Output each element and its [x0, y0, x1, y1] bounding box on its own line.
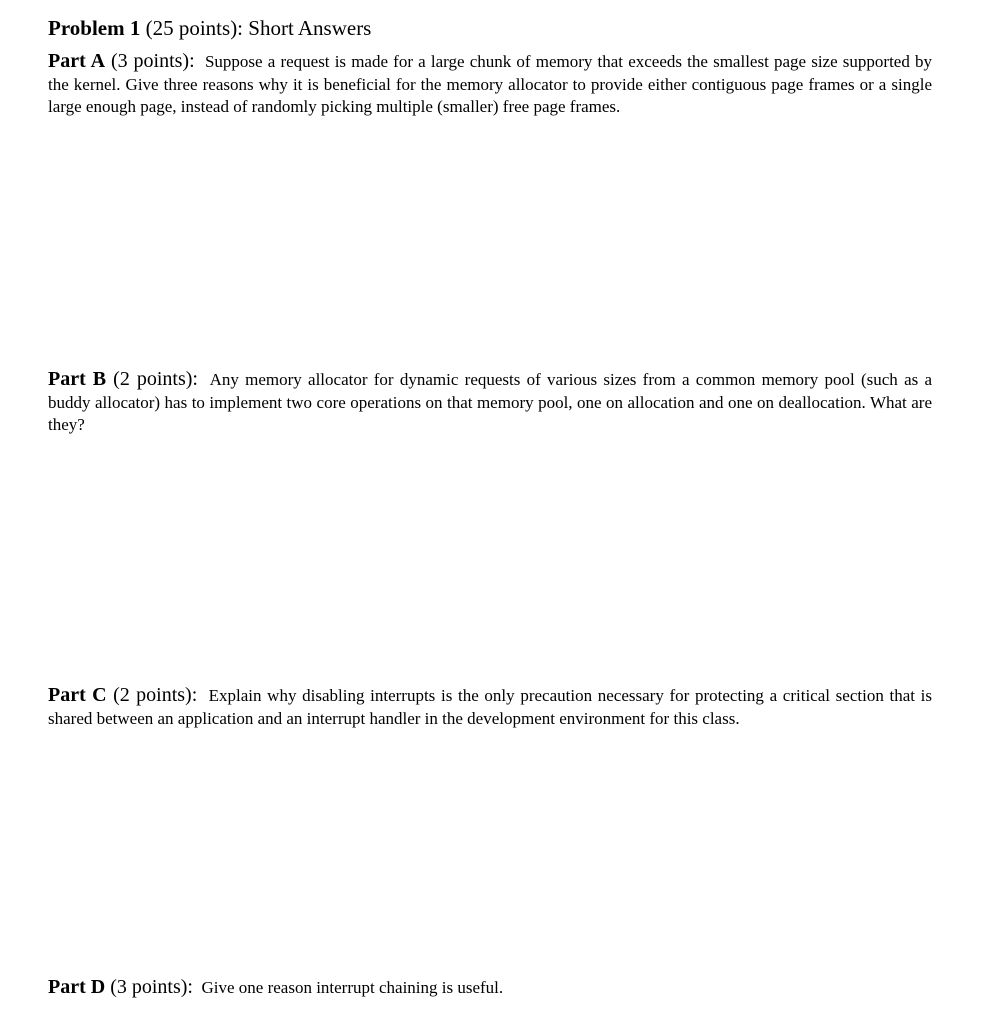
part-c-question: Explain why disabling interrupts is the only precaution necessary for protecting a critical section that is shared between an application and an interrupt handler in the development environment for this class.: [48, 686, 933, 728]
problem-title: [48, 14, 932, 42]
problem-points: (25 points): Short Answers: [145, 16, 372, 40]
part-c-points: (2 points):: [113, 684, 198, 706]
problem-label: Problem 1: [48, 16, 141, 40]
part-b: [48, 368, 932, 437]
part-d: [48, 976, 932, 1000]
part-d-label: Part D: [48, 976, 106, 998]
part-b-label: Part B: [48, 368, 107, 390]
part-a-label: Part A: [48, 50, 106, 72]
part-b-points: (2 points):: [113, 368, 198, 390]
part-d-question: Give one reason interrupt chaining is useful.: [201, 978, 504, 997]
part-a-question: Suppose a request is made for a large chunk of memory that exceeds the smallest page size supported by the kernel. Give three reasons why it is beneficial for the memory allocator to provide either contiguous page frames or a single large enough page, instead of randomly picking multiple (smaller) free page frames.: [48, 52, 933, 116]
part-c: [48, 684, 932, 730]
part-c-label: Part C: [48, 684, 107, 706]
part-a-points: (3 points):: [110, 50, 195, 72]
part-d-points: (3 points):: [110, 976, 193, 998]
part-a: [48, 50, 932, 119]
part-b-question: Any memory allocator for dynamic requests of various sizes from a common memory pool (such as a buddy allocator) has to implement two core operations on that memory pool, one on allocation and one on deallocation. What are they?: [48, 370, 933, 434]
